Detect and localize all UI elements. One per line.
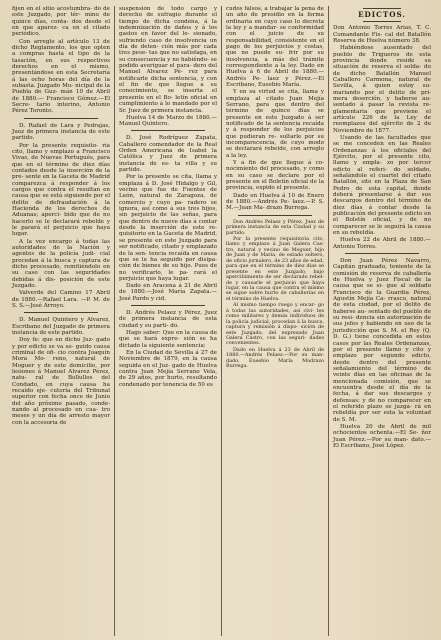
paragraph: Al mismo tiempo ruego y encar- go á todas las autoridades, así civi- les como militares y demás individuos de la policía judicial, procedan á la busca, captura y remisión á dispo- sición de este Juzgado, del expresado Juan Galera Castro, con las seguri- dades convenientes. xyxy=(226,302,324,347)
column-1 xyxy=(8,6,114,636)
paragraph: A la vez encargo á todas las autoridades de la Nación y agentes de la policía judi- cial procedan á la busca y captura de dicho procesado, remitiéndolo en su caso con las seguridades debidas á dis- posición de este Juzgado. xyxy=(12,238,110,290)
divider xyxy=(345,253,419,254)
paragraph: Huelva 20 de Abril de mil ochocientos ochenta.—El Se- ñor Juan Pérez.—Por su man- dato.—El Escribano, José López. xyxy=(333,423,431,449)
divider xyxy=(238,215,312,216)
paragraph: Huelva 22 de Abril de 1880.—Antonio Torres. xyxy=(333,237,431,250)
column-2 xyxy=(114,6,221,636)
column-4 xyxy=(328,6,435,636)
paragraph: cudos falsos, a trabajar la pena de un año de presidio en la forma ordinaria en cuyo caso lo decreta la ley y a mandar- se conformidad con el juicio de su responsabilidad, consistente en el pago de los perjuicios y costas, que no puede su- frir por su insolvencia, a más del trámite correspondiente a la ley. Dado en Huelva á 6 de Abril de 1880.—Andrés Pe- laez y Pérez.—El Escribano, Eusebio María. xyxy=(226,6,324,89)
paragraph: Huelva 14 de Marzo de 1880.—Manuel Quintero. xyxy=(119,114,217,128)
paragraph: Y en su virtud se cita, llama y emplaza al citado Juan Mejía Serrano, para que dentro del término de quince días se presente en este Juzgado á ser notificado de la sentencia recaída y á responder de los perjuicios que pudieran re- sultarle por su incomparecencia, de cuyo modo se declarará rebelde, con arreglo a la ley. xyxy=(226,89,324,159)
paragraph: Dado en Aracena á 21 de Abril de 1880.—José María Zapata.—José Pardo y cid. xyxy=(119,283,217,302)
paragraph: Por la presente requisito- ria cito, llamo y emplazo a Francisco Vivas, de Nuevas Portugués, para que en el término de diez días contados desde la inserción de la pre- sente en la Gaceta de Madrid comparezca á responder á los cargos que contra él resultan en causa que se está siguiendo por el delito de defraudación á la Hacienda de los derechos de Aduanas; aperci- bido que de no hacerlo se le declarará rebelde y le parará el perjuicio que haya lugar. xyxy=(12,142,110,238)
divider xyxy=(131,130,205,131)
paragraph: En la Ciudad de Sevilla á 27 de Noviembre de 1879, en la causa seguida en el Juz- gado de Huelva contra Juan Mejía Serrano Vela, de 29 años, por hurto, resultando condenado por tenencia de 50 es xyxy=(119,349,217,388)
column-3 xyxy=(221,6,328,636)
paragraph: Por la presente se cita, llama y emplaza á D. José Hidalgo y Gil, vecino que fue de Fuentes de León, natural de Zaragoza, de comercio y cuyo pa- radero se ignora, así como á sus tres hijos, sin perjuicio de las señas, para que dentro de nueve días á contar desde la inserción de este re- quisitorio en la Gaceta de Madrid, se presente en este Juzgado para ser notificado, citado y emplazado de la sen- tencia recaída en causa que se le ha seguido por disipa- ción de bienes de su hijo. Pues de no verificarlo, le pa- rará el perjuicio que haya lugar. xyxy=(119,174,217,282)
divider xyxy=(363,21,401,22)
divider xyxy=(24,118,98,119)
divider xyxy=(131,305,205,306)
paragraph: Usando de las facultades que se me conceden en las Reales Ordenanzas á los oficiales del Ejército, por el presente cito, llamo y empla- zo por tercer edicto al referi- do soldado, señalándole el cuartel del citado Batallón, sito en la Plaza de San Pedro de esta capital, donde deberá presentarse á dar sus descargos dentro del término de diez días á contar desde la publicación del presente edicto en el Boletín oficial, y de no comparecer se le seguirá la causa en su rebeldía. xyxy=(333,134,431,237)
paragraph: Con arreglo al artículo 13 de dicho Reglamento, los que opten a compras hasta el tipo de la tasación, en sus respectivos derechos en el mismo, presentándose en esta Secretaría á las ocho horas del día de la subasta. Juzgado Mu- nicipal de la Puebla de Guz- mán 10 de Abril de 1880.— Francisco Gómez.—El Secre- tario interino, Antonio Pérez Toronto. xyxy=(12,38,110,115)
paragraph: D. José Rodríguez Zapata, Caballero comendador de la Real Orden Americana de Isabel la Católica y Juez de primera instancia de es- ta villa y su partido. xyxy=(119,135,217,174)
divider xyxy=(24,312,98,313)
paragraph: Valverde del Camino 17 Abril de 1880.—Rafael Lara. —P. M. de S. S.—José Arroyo. xyxy=(12,290,110,310)
paragraph: D. Rafael de Lara y Pedrajas, Juez de primera instancia de este partido. xyxy=(12,122,110,142)
paragraph: Doy fe: que en dicho Juz- gado y por edicto se va se- guido causa criminal de ofi- cio contra Joaquín Mora Mo- reno, natural de Moguer y de este domicilio, por lesiones á Manuel Alvarez Pérez, natu- ral de Bollullos del Condado, en cuya causa ha recaído eje- cutoria del Tribunal superior con fecha once de Junio del año próximo pasado, conde- nando al procesado en cua- tro meses y un día de arresto mayor con la accesoria de xyxy=(12,337,110,426)
paragraph: Habiéndose ausentado del pueblo de Trigueros de esta provincia donde reside su situación de reserva el solda- do de dicho Batallón Manuel Caballero Carmona, natural de Sevilla, á quien estoy su- mariando por el delito de pri- mera deserción, y haberse au- sentado á pasar la revista re- glamentaria que previene el artículo 226 de la Ley de reemplazos del ejército de 2 de Noviembre de 1877. xyxy=(333,45,431,134)
paragraph: Dado en Huelva á 23 de Abril de 1880.—Andrés Pelaez.—Por su man- dado, Eusebio María Madrazo Burrega. xyxy=(226,346,324,370)
columns xyxy=(8,6,435,636)
paragraph: Y a fin de que llegue á co- nocimiento del procesado, y como en su caso se declare por el presente en el Boletín oficial de la provincia, expido el presente. xyxy=(226,160,324,192)
paragraph: Don Antonio Torres Arias, T. C. Comandante Fis- cal del Batallón Reserva de Huelva número 38. xyxy=(333,25,431,45)
paragraph: suspensión de todo cargo y derecho de sufragio durante el tiempo de dicha condena, á la indemnización de daños y á los gastos en favor del le- sionado, sufriendo caso de insolvencia un día de deten- ción más por cada tres pese- tas que no satisfaga, en su consecuencia y no habiéndo- se podido averiguar el para- dero del Manuel Alvarez Pé- rez para notificarle dicha sentencia, y con el fin de que llegue a su conocimiento, se inserta el presente en el Bo- letín oficial en cumplimiento á lo mandado por el Sr. Juez de primera instancia. xyxy=(119,6,217,114)
paragraph: Por la presente requisitoria cito, llamo y emplazo á Juan Galera Cas- tro, natural y vecino de Moguer, hijo de Juan y de María, de estado soltero, de oficio jornalero, de 23 años de edad, para que en el término de diez días se presente en este Juzgado, bajo apercibimiento de ser declarado rebel- de y causarle el perjuicio que haya lugar, en la causa que contra el mismo se sigue sobre hurto de caballerías en el término de Huelva. xyxy=(226,235,324,302)
divider xyxy=(363,8,401,9)
paragraph: D. Manuel Quintero y Alvarez, Escribano del Juzgado de primera instancia de este partido. xyxy=(12,317,110,337)
paragraph: Dado en Huelva á 10 de Enero de 1880.—Andrés Pe- laez.—P. S. M.—Juan Ma- drazo Burrega. xyxy=(226,192,324,212)
paragraph: fijen en el sitio acostumbra- do de este Juzgado, por tér- mino de quince días, conta- dos desde el en que aparez- ca en el citado periódico. xyxy=(12,6,110,38)
section-heading: EDICTOS. xyxy=(358,10,406,19)
paragraph: Hago saber: Que en la causa de que se hará expre- sión se ha dictado la siguiente sentencia: xyxy=(119,330,217,349)
paragraph: Don Juan Pérez Navarro, Capitán graduado, teniente de la comisión de reserva de caballería de Huelva y Juez Fiscal de la causa que se si- gue al soldado Francisco de la Guardia Pérez, Agustín Mejía Ca- rrasco, natural de esta ciudad, por el delito de haberse au- sentado del pueblo de su resi- dencia sin autorización de sus jefes y habiendo en uso de la jurisdicción que S. M. el Rey (Q. D. G.) tiene concedida en estos casos por las Reales Ordenanzas, por el presente llamo y cito y emplazo por segundo edicto, desde dentro del presente señalamiento del término de veinte días en las oficinas de la mencionada comisión, que se encuentra desde el día de la fecha, á dar sus descargos y defensas; y de no comparecer en el referido plazo se juzga- rá en rebeldía por ser esta la voluntad de S. M. xyxy=(333,258,431,423)
paragraph: D. Andrés Pelaez y Pérez, Juez de primera instancia de esta ciudad y su parti- do. xyxy=(119,310,217,329)
paragraph: Don Andrés Pelaez y Pérez, Juez de primera instancia de esta Ciudad y su partido. xyxy=(226,218,324,236)
